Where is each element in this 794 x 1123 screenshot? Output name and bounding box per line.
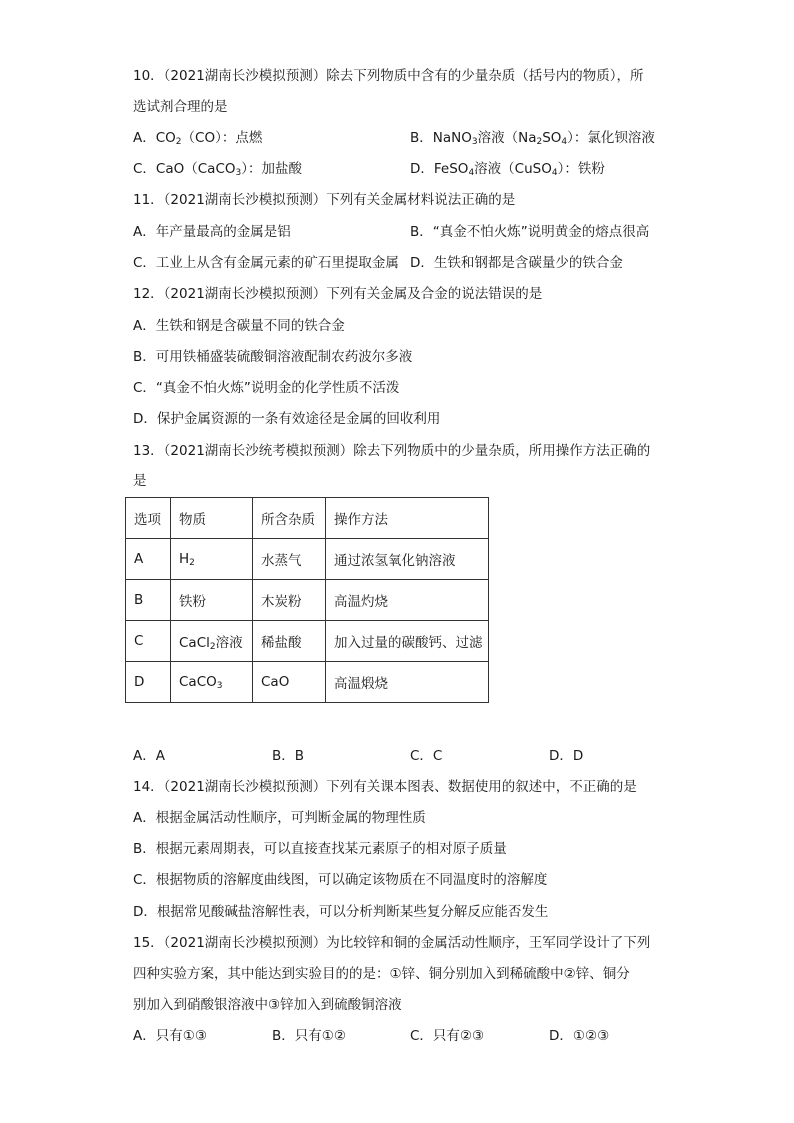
q11-option-d: D．生铁和钢都是含碳量少的铁合金 — [410, 255, 623, 271]
q13-option-c: C．C — [410, 748, 443, 764]
q10-option-b: B．NaNO$_3$溶液$(Na_2SO_4)$：氯化钡溶液 — [410, 130, 655, 147]
q12-option-c: C．“真金不怕火炼”说明金的化学性质不活泼 — [133, 380, 400, 396]
q15-option-c: C．只有②③ — [410, 1028, 485, 1044]
q13-option-b: B．B — [272, 748, 305, 764]
q10-stem-line2: 选试剂合理的是 — [133, 99, 228, 115]
table-row — [126, 662, 489, 703]
q15-stem-line3: 别加入到硝酸银溶液中③锌加入到硫酸铜溶液 — [133, 997, 402, 1013]
q12-option-d: D．保护金属资源的一条有效途径是金属的回收利用 — [133, 411, 441, 427]
table-header-row — [126, 498, 489, 539]
table-cell-substance: 铁粉 — [171, 580, 253, 621]
table-row — [126, 580, 489, 621]
table-cell-substance: CaCO$_3$ — [171, 662, 253, 703]
table-cell-option: D — [126, 662, 171, 703]
q15-option-d: D．①②③ — [549, 1028, 610, 1044]
q14-option-a: A．根据金属活动性顺序，可判断金属的物理性质 — [133, 810, 426, 826]
table-cell-option: A — [126, 539, 171, 580]
table-header-cell: 物质 — [171, 498, 253, 539]
table-cell-method: 高温煅烧 — [326, 662, 489, 703]
table-cell-method: 通过浓氢氧化钠溶液 — [326, 539, 489, 580]
q10-option-d: D．FeSO$_4$溶液（CuSO$_4$）：铁粉 — [410, 161, 605, 178]
q14-option-d: D．根据常见酸碱盐溶解性表，可以分析判断某些复分解反应能否发生 — [133, 904, 549, 920]
table-cell-substance: CaCl$_2$溶液 — [171, 621, 253, 662]
q10-option-a: A．$CO_2(CO)$：点燃 — [133, 130, 263, 147]
q15-stem-line1: 15．（2021湖南长沙模拟预测）为比较锌和铜的金属活动性顺序，王军同学设计了下列 — [133, 935, 651, 951]
table-cell-method: 加入过量的碳酸钙、过滤 — [326, 621, 489, 662]
q13-stem-line2: 是 — [133, 473, 147, 489]
q12-stem: 12．（2021湖南长沙模拟预测）下列有关金属及合金的说法错误的是 — [133, 286, 543, 302]
q15-option-b: B．只有①② — [272, 1028, 346, 1044]
q13-stem-line1: 13．（2021湖南长沙统考模拟预测）除去下列物质中的少量杂质，所用操作方法正确的 — [133, 443, 651, 459]
q14-option-c: C．根据物质的溶解度曲线图，可以确定该物质在不同温度时的溶解度 — [133, 872, 548, 888]
q11-option-b: B．“真金不怕火炼”说明黄金的熔点很高 — [410, 224, 650, 240]
q12-option-a: A．生铁和钢是含碳量不同的铁合金 — [133, 318, 345, 334]
table-header-cell: 所含杂质 — [253, 498, 326, 539]
table-cell-impurity: CaO — [253, 662, 326, 703]
q10-stem-line1: 10．（2021湖南长沙模拟预测）除去下列物质中含有的少量杂质（括号内的物质），所 — [133, 68, 644, 84]
q14-option-b: B．根据元素周期表，可以直接查找某元素原子的相对原子质量 — [133, 841, 507, 857]
q10-option-c: C．CaO（CaCO$_3$）：加盐酸 — [133, 161, 302, 178]
table-header-cell: 操作方法 — [326, 498, 489, 539]
q11-option-a: A．年产量最高的金属是铝 — [133, 224, 291, 240]
table-cell-substance: $H_2$ — [171, 539, 253, 580]
table-cell-impurity: 木炭粉 — [253, 580, 326, 621]
q15-option-a: A．只有①③ — [133, 1028, 207, 1044]
table-row — [126, 621, 489, 662]
q13-option-d: D．D — [549, 748, 584, 764]
q15-stem-line2: 四种实验方案，其中能达到实验目的的是：①锌、铜分别加入到稀硫酸中②锌、铜分 — [133, 966, 630, 982]
q14-stem: 14．（2021湖南长沙模拟预测）下列有关课本图表、数据使用的叙述中，不正确的是 — [133, 779, 637, 795]
q11-option-c: C．工业上从含有金属元素的矿石里提取金属 — [133, 255, 399, 271]
table-row — [126, 539, 489, 580]
table-cell-impurity: 水蒸气 — [253, 539, 326, 580]
q13-option-a: A．A — [133, 748, 165, 764]
table-cell-option: C — [126, 621, 171, 662]
table-cell-method: 高温灼烧 — [326, 580, 489, 621]
q13-table — [125, 497, 489, 703]
table-cell-impurity: 稀盐酸 — [253, 621, 326, 662]
table-cell-option: B — [126, 580, 171, 621]
q11-stem: 11．（2021湖南长沙模拟预测）下列有关金属材料说法正确的是 — [133, 192, 516, 208]
table-header-cell: 选项 — [126, 498, 171, 539]
q12-option-b: B．可用铁桶盛装硫酸铜溶液配制农药波尔多液 — [133, 349, 413, 365]
